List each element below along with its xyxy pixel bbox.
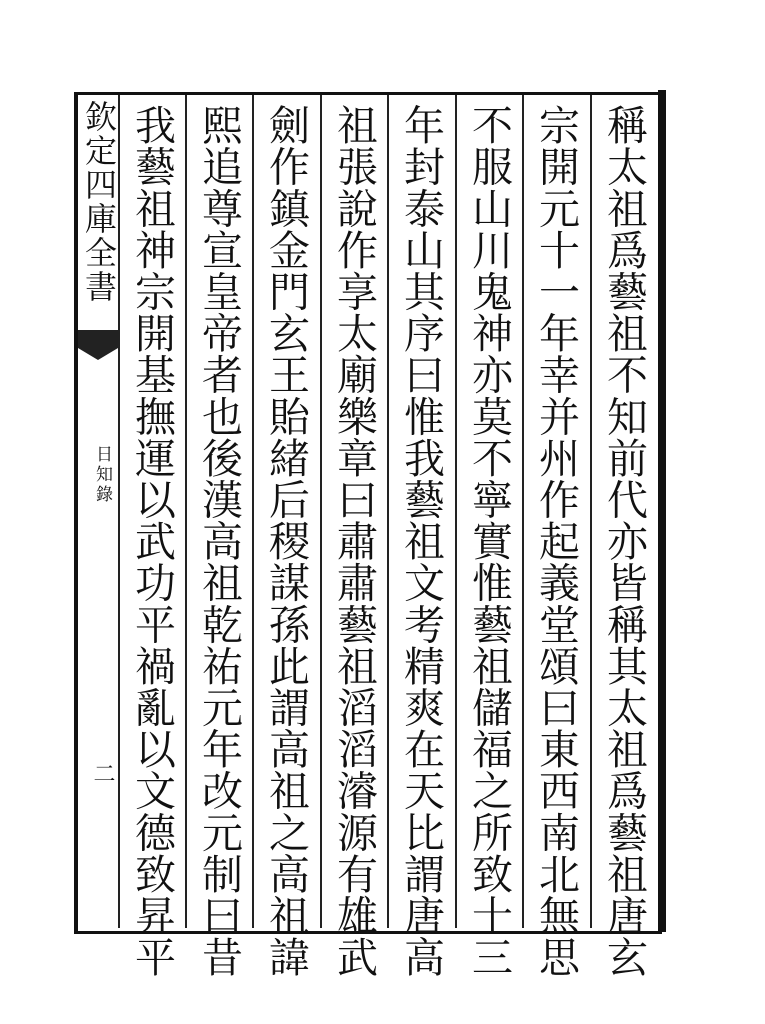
frame-right-border	[658, 90, 666, 932]
fish-tail-mark-icon	[78, 330, 118, 366]
text-column-4: 年封泰山其序曰惟我藝祖文考精爽在天比謂唐高	[397, 104, 445, 978]
column-rule	[522, 95, 524, 928]
text-column-5: 祖張說作享太廟樂章曰肅肅藝祖滔滔濬源有雄武	[330, 104, 378, 978]
column-rule	[387, 95, 389, 928]
column-rule	[185, 95, 187, 928]
column-rule	[118, 95, 120, 928]
book-title: 日知錄	[92, 445, 112, 505]
text-column-6: 劍作鎮金門玄王貽緒后稷謀孫此謂高祖之高祖諱	[262, 104, 310, 978]
text-column-7: 熙追尊宣皇帝者也後漢高祖乾祐元年改元制曰昔	[195, 104, 243, 978]
column-rule	[252, 95, 254, 928]
text-column-8: 我藝祖神宗開基撫運以武功平禍亂以文德致昇平	[128, 104, 176, 978]
text-column-1: 稱太祖爲藝祖不知前代亦皆稱其太祖爲藝祖唐玄	[600, 104, 648, 978]
column-rule	[320, 95, 322, 928]
text-column-3: 不服山川鬼神亦莫不寧實惟藝祖儲福之所致十三	[465, 104, 513, 978]
page-number: 二	[90, 762, 115, 784]
collection-title: 欽定四庫全書	[80, 100, 118, 304]
column-rule	[455, 95, 457, 928]
text-column-2: 宗開元十一年幸并州作起義堂頌曰東西南北無思	[532, 104, 580, 978]
column-rule	[590, 95, 592, 928]
